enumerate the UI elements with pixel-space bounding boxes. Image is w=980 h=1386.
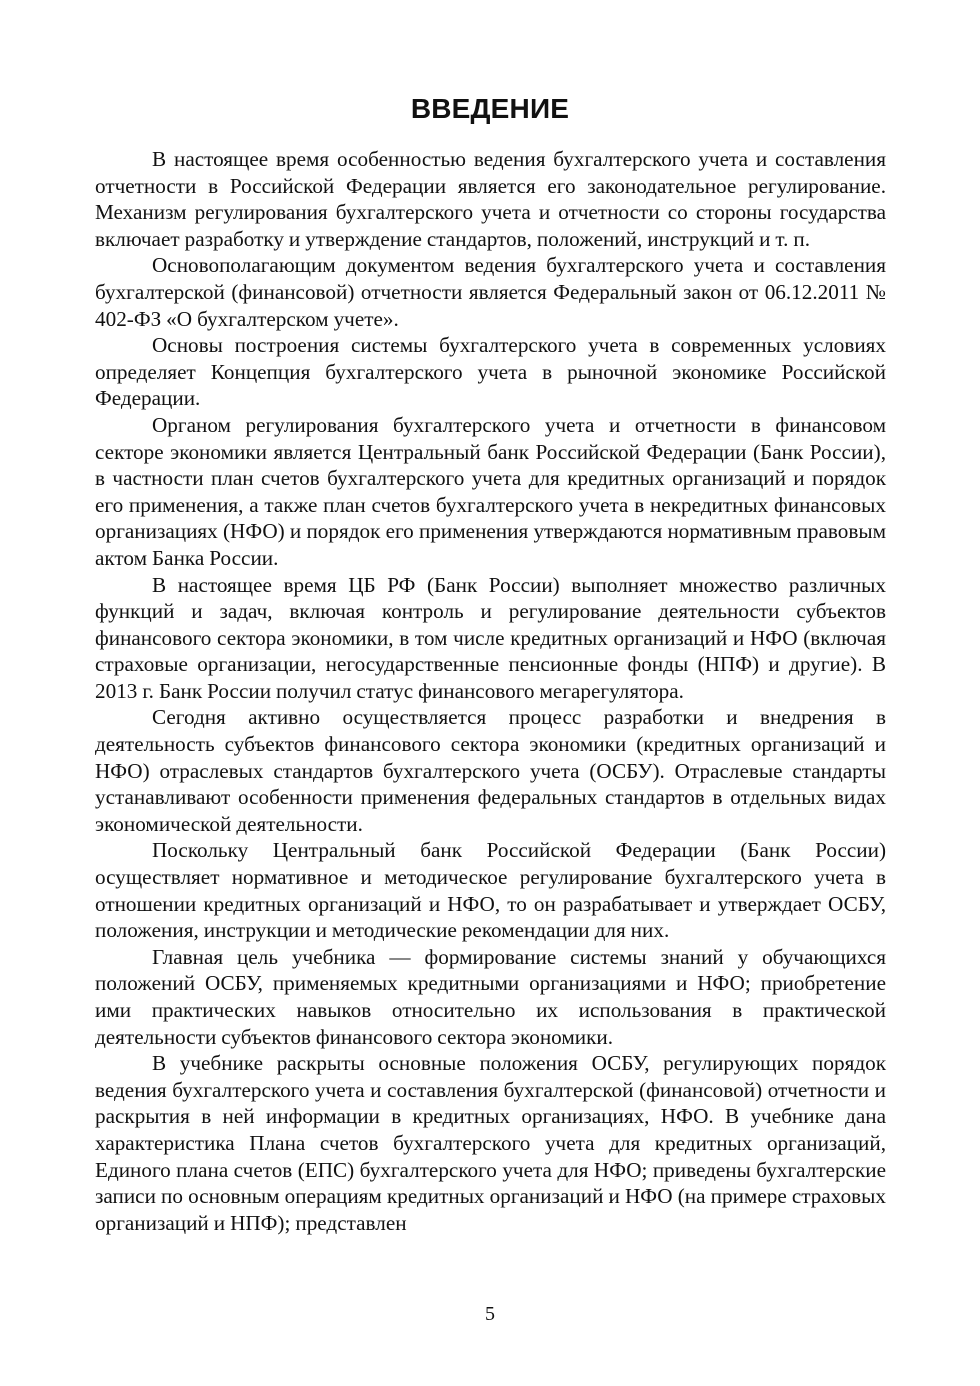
paragraph-9: В учебнике раскрыты основные положения ОСБУ, регулирующих порядок ведения бухгалтерского учета и составления бухгалтерской (финансовой) отчетности и раскрытия в ней информации в кредитных организациях, НФО. В учебнике дана характеристика Плана счетов бухгалтерского учета для кредитных организаций, Единого плана счетов (ЕПС) бухгалтерского учета для НФО; приведены бухгалтерские записи по основным операциям кредитных организаций и НФО (на примере страховых организаций и НПФ); представлен <box>95 1051 886 1235</box>
paragraph-7: Поскольку Центральный банк Российской Федерации (Банк России) осуществляет нормативное и методическое регулирование бухгалтерского учета в отношении кредитных организаций и НФО, то он разрабатывает и утверждает ОСБУ, положения, инструкции и методические рекомендации для них. <box>95 838 886 943</box>
paragraph-1: В настоящее время особенностью ведения бухгалтерского учета и составления отчетности в Российской Федерации является его законодательное регулирование. Механизм регулирования бухгалтерского учета и отчетности со стороны государства включает разработку и утверждение стандартов, положений, инструкций и т. п. <box>95 147 886 251</box>
paragraph-3: Основы построения системы бухгалтерского учета в современных условиях определяет Концепция бухгалтерского учета в рыночной экономике Российской Федерации. <box>95 333 886 411</box>
body-text <box>95 146 886 1236</box>
paragraph-2: Основополагающим документом ведения бухгалтерского учета и составления бухгалтерской (финансовой) отчетности является Федеральный закон от 06.12.2011 № 402-ФЗ «О бухгалтерском учете». <box>95 253 886 331</box>
paragraph-6: Сегодня активно осуществляется процесс разработки и внедрения в деятельность субъектов финансового сектора экономики (кредитных организаций и НФО) отраслевых стандартов бухгалтерского учета (ОСБУ). Отраслевые стандарты устанавливают особенности применения федеральных стандартов в отдельных видах экономической деятельности. <box>95 705 886 836</box>
page-number: 5 <box>485 1303 495 1325</box>
paragraph-4: Органом регулирования бухгалтерского учета и отчетности в финансовом секторе экономики является Центральный банк Российской Федерации (Банк России), в частности план счетов бухгалтерского учета для кредитных организаций и порядок его применения, а также план счетов бухгалтерского учета в некредитных финансовых организациях (НФО) и порядок его применения утверждаются нормативным правовым актом Банка России. <box>95 412 886 570</box>
paragraph-5: В настоящее время ЦБ РФ (Банк России) выполняет множество различных функций и задач, включая контроль и регулирование деятельности субъектов финансового сектора экономики, в том числе кредитных организаций и НФО (включая страховые организации, негосударственные пенсионные фонды (НПФ) и другие). В 2013 г. Банк России получил статус финансового мегарегулятора. <box>95 572 886 703</box>
page-title: ВВЕДЕНИЕ <box>410 93 570 124</box>
paragraph-8: Главная цель учебника — формирование системы знаний у обучающихся положений ОСБУ, применяемых кредитными организациями и НФО; приобретение ими практических навыков относительно их использования в практической деятельности субъектов финансового сектора экономики. <box>95 944 886 1049</box>
